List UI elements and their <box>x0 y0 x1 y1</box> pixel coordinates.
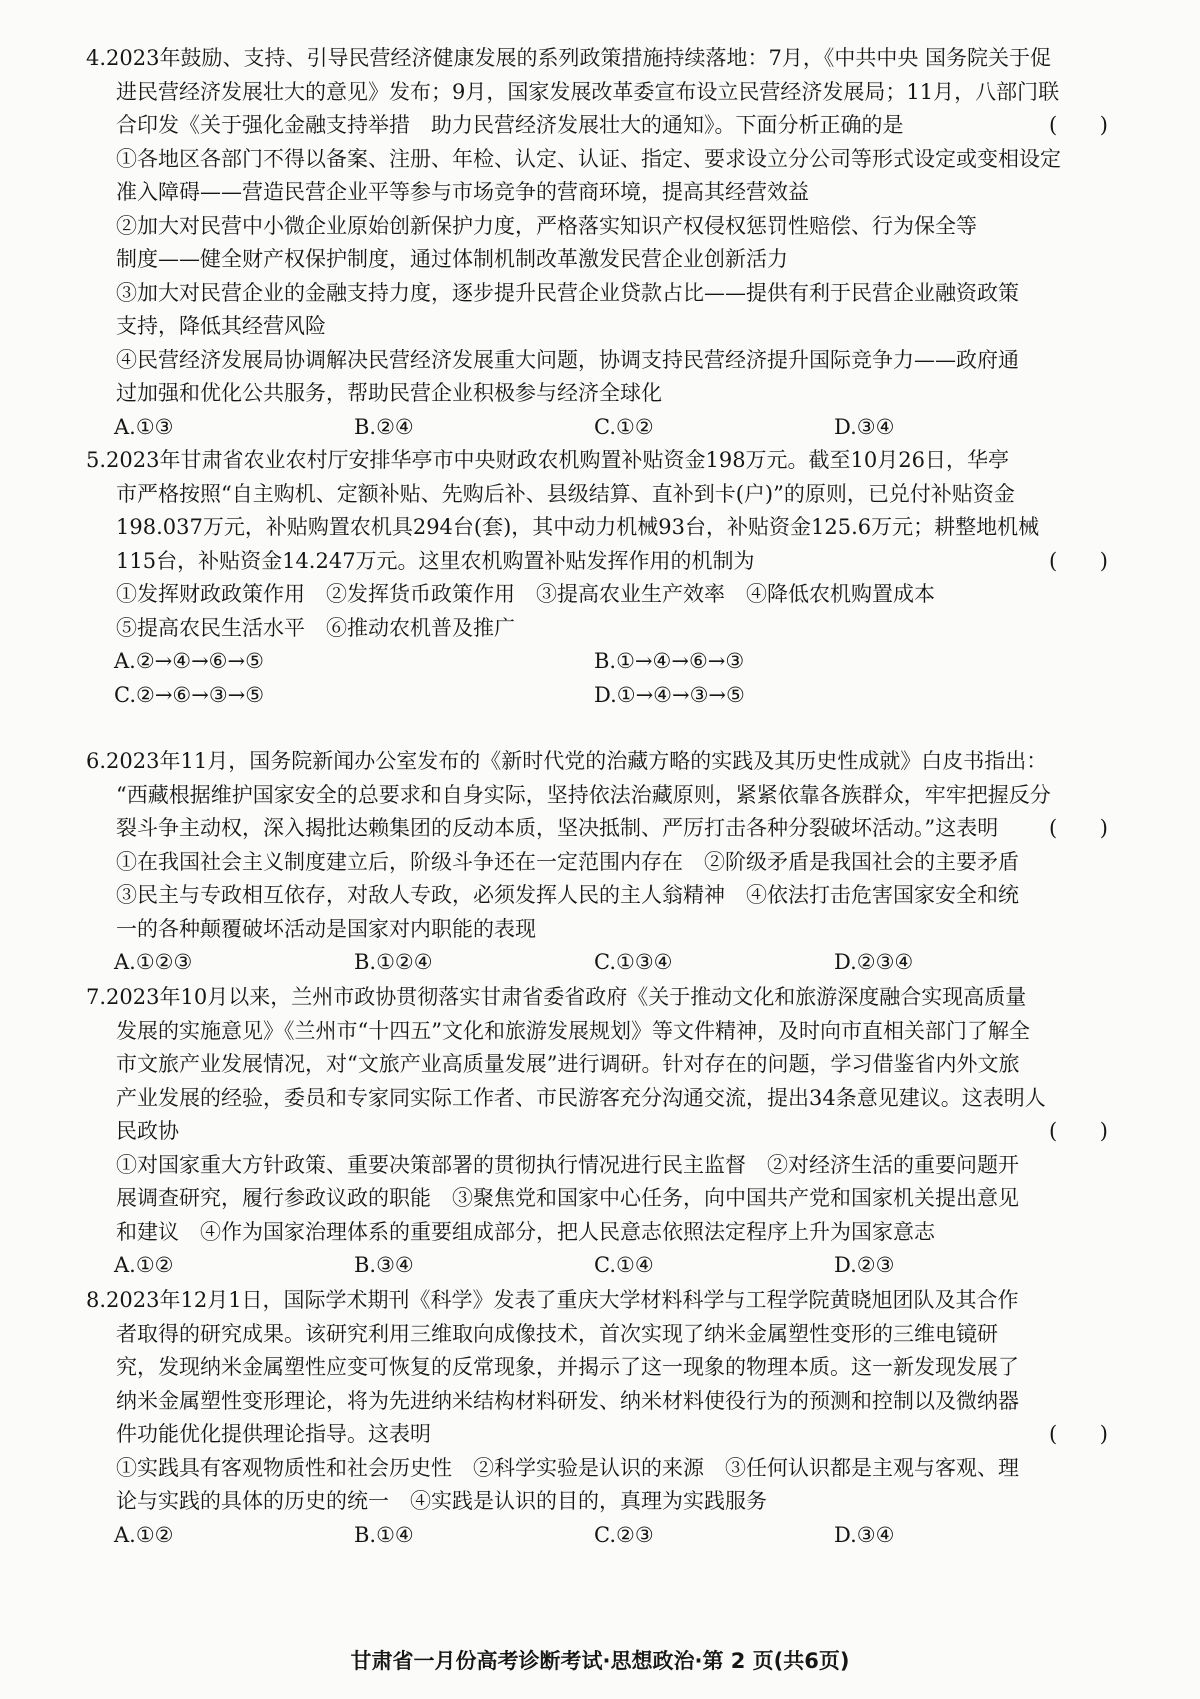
q7-option-b[interactable]: B.③④ <box>354 1253 414 1277</box>
q7-statements-3: 和建议 ④作为国家治理体系的重要组成部分，把人民意志依照法定程序上升为国家意志 <box>116 1219 935 1244</box>
q4-answer-bracket: ( ) <box>1048 113 1126 137</box>
q6-stem-line-2: “西藏根据维护国家安全的总要求和自身实际，坚持依法治藏原则，紧紧依靠各族群众，牢牢把握反分 <box>116 782 1051 807</box>
question-8 <box>86 1284 1126 1552</box>
question-7 <box>86 981 1126 1283</box>
question-6 <box>86 745 1126 980</box>
q8-answer-bracket: ( ) <box>1048 1422 1126 1446</box>
q5-stem-text-4: 115台，补贴资金14.247万元。这里农机购置补贴发挥作用的机制为 <box>116 548 755 573</box>
q8-option-b[interactable]: B.①④ <box>354 1522 414 1547</box>
q8-stem-line-3: 究，发现纳米金属塑性应变可恢复的反常现象，并揭示了这一现象的物理本质。这一新发现发展了 <box>116 1355 1019 1379</box>
q6-stem-text-3: 裂斗争主动权，深入揭批达赖集团的反动本质，坚决抵制、严厉打击各种分裂破坏活动。”这表明 <box>116 816 999 840</box>
q7-statements-2: 展调查研究，履行参政议政的职能 ③聚焦党和国家中心任务，向中国共产党和国家机关提出意见 <box>116 1186 1019 1210</box>
q4-statement-4b: 过加强和优化公共服务，帮助民营企业积极参与经济全球化 <box>116 381 662 405</box>
q6-option-c[interactable]: C.①③④ <box>594 950 673 974</box>
q5-answer-bracket: ( ) <box>1048 548 1126 573</box>
q4-statement-2a: ②加大对民营中小微企业原始创新保护力度，严格落实知识产权侵权惩罚性赔偿、行为保全等 <box>116 213 977 238</box>
q7-stem-text-5: 民政协 <box>116 1119 179 1143</box>
q8-stem-line-2: 者取得的研究成果。该研究利用三维取向成像技术，首次实现了纳米金属塑性变形的三维电镜研 <box>116 1321 998 1346</box>
q7-stem-line-1: 7.2023年10月以来，兰州市政协贯彻落实甘肃省委省政府《关于推动文化和旅游深度融合实现高质量 <box>86 985 1027 1009</box>
q6-stem-line-3 <box>86 812 1126 846</box>
q4-statement-1b: 准入障碍——营造民营企业平等参与市场竞争的营商环境，提高其经营效益 <box>116 180 809 204</box>
q6-statements-3: 一的各种颠覆破坏活动是国家对内职能的表现 <box>116 916 536 941</box>
q7-options <box>86 1249 1126 1283</box>
q4-statement-1a: ①各地区各部门不得以备案、注册、年检、认定、认证、指定、要求设立分公司等形式设定或变相设定 <box>116 146 1061 171</box>
q5-option-b[interactable]: B.①→④→⑥→③ <box>594 649 745 673</box>
q5-options-row-1 <box>86 645 1126 679</box>
q5-option-d[interactable]: D.①→④→③→⑤ <box>594 682 745 707</box>
q7-answer-bracket: ( ) <box>1048 1119 1126 1143</box>
q6-options <box>86 946 1126 980</box>
q5-statements-2: ⑤提高农民生活水平 ⑥推动农机普及推广 <box>116 615 515 640</box>
q7-statements-1: ①对国家重大方针政策、重要决策部署的贯彻执行情况进行民主监督 ②对经济生活的重要问题开 <box>116 1152 1019 1177</box>
q7-stem-line-4: 产业发展的经验，委员和专家同实际工作者、市民游客充分沟通交流，提出34条意见建议。这表明人 <box>116 1085 1046 1110</box>
q8-statements-1: ①实践具有客观物质性和社会历史性 ②科学实验是认识的来源 ③任何认识都是主观与客观、理 <box>116 1455 1019 1480</box>
q7-option-c[interactable]: C.①④ <box>594 1253 654 1277</box>
q7-option-d[interactable]: D.②③ <box>834 1253 895 1277</box>
q5-option-c[interactable]: C.②→⑥→③→⑤ <box>114 682 265 707</box>
q4-statement-4a: ④民营经济发展局协调解决民营经济发展重大问题，协调支持民营经济提升国际竞争力——政府通 <box>116 347 1019 372</box>
q4-statement-2b: 制度——健全财产权保护制度，通过体制机制改革激发民营企业创新活力 <box>116 247 788 271</box>
q4-stem-line-1: 4.2023年鼓励、支持、引导民营经济健康发展的系列政策措施持续落地：7月，《中共中央 国务院关于促 <box>86 46 1052 70</box>
question-5 <box>86 444 1126 712</box>
q4-statement-3b: 支持，降低其经营风险 <box>116 314 326 338</box>
q5-stem-line-3: 198.037万元，补贴购置农机具294台(套)，其中动力机械93台，补贴资金125.6万元；耕整地机械 <box>116 515 1040 539</box>
q4-stem-line-3 <box>86 109 1126 143</box>
q4-statement-3a: ③加大对民营企业的金融支持力度，逐步提升民营企业贷款占比——提供有利于民营企业融资政策 <box>116 280 1019 305</box>
q6-statements-2: ③民主与专政相互依存，对敌人专政，必须发挥人民的主人翁精神 ④依法打击危害国家安全和统 <box>116 883 1019 907</box>
q7-stem-line-3: 市文旅产业发展情况，对“文旅产业高质量发展”进行调研。针对存在的问题，学习借鉴省内外文旅 <box>116 1052 1020 1076</box>
q5-stem-line-2: 市严格按照“自主购机、定额补贴、先购后补、县级结算、直补到卡(户)”的原则，已兑付补贴资金 <box>116 481 1015 506</box>
question-4 <box>86 42 1126 444</box>
q5-option-a[interactable]: A.②→④→⑥→⑤ <box>114 649 264 673</box>
q8-stem-text-5: 件功能优化提供理论指导。这表明 <box>116 1422 431 1446</box>
q4-options <box>86 411 1126 445</box>
q7-option-a[interactable]: A.①② <box>114 1253 174 1277</box>
q6-option-a[interactable]: A.①②③ <box>114 950 193 974</box>
q8-option-a[interactable]: A.①② <box>114 1522 174 1547</box>
q4-option-d[interactable]: D.③④ <box>834 414 895 439</box>
q8-option-d[interactable]: D.③④ <box>834 1522 895 1547</box>
q4-stem-text-3: 合印发《关于强化金融支持举措 助力民营经济发展壮大的通知》。下面分析正确的是 <box>116 113 904 137</box>
q5-options-row-2 <box>86 679 1126 713</box>
q4-option-b[interactable]: B.②④ <box>354 414 414 439</box>
q8-stem-line-4: 纳米金属塑性变形理论，将为先进纳米结构材料研发、纳米材料使役行为的预测和控制以及微纳器 <box>116 1388 1019 1413</box>
q4-stem-line-2: 进民营经济发展壮大的意见》发布；9月，国家发展改革委宣布设立民营经济发展局；11月，八部门联 <box>116 79 1060 104</box>
q5-stem-line-1: 5.2023年甘肃省农业农村厅安排华亭市中央财政农机购置补贴资金198万元。截至10月26日，华亭 <box>86 448 1010 472</box>
q4-option-c[interactable]: C.①② <box>594 414 654 439</box>
q8-stem-line-1: 8.2023年12月1日，国际学术期刊《科学》发表了重庆大学材料科学与工程学院黄晓旭团队及其合作 <box>86 1288 1019 1312</box>
q6-option-b[interactable]: B.①②④ <box>354 950 433 974</box>
q6-option-d[interactable]: D.②③④ <box>834 950 914 974</box>
q5-stem-line-4 <box>86 545 1126 579</box>
q6-statements-1: ①在我国社会主义制度建立后，阶级斗争还在一定范围内存在 ②阶级矛盾是我国社会的主要矛盾 <box>116 849 1019 874</box>
q7-stem-line-5 <box>86 1115 1126 1149</box>
q6-stem-line-1: 6.2023年11月，国务院新闻办公室发布的《新时代党的治藏方略的实践及其历史性成就》白皮书指出： <box>86 749 1048 773</box>
q8-option-c[interactable]: C.②③ <box>594 1522 654 1547</box>
q6-answer-bracket: ( ) <box>1048 816 1126 840</box>
page-footer: 甘肃省一月份高考诊断考试·思想政治·第 2 页(共6页) <box>350 1649 850 1673</box>
q8-options <box>86 1519 1126 1553</box>
q7-stem-line-2: 发展的实施意见》《兰州市“十四五”文化和旅游发展规划》等文件精神，及时向市直相关部门了解全 <box>116 1018 1030 1043</box>
q8-statements-2: 论与实践的具体的历史的统一 ④实践是认识的目的，真理为实践服务 <box>116 1489 767 1513</box>
q8-stem-line-5 <box>86 1418 1126 1452</box>
q5-statements-1: ①发挥财政政策作用 ②发挥货币政策作用 ③提高农业生产效率 ④降低农机购置成本 <box>116 582 935 606</box>
q4-option-a[interactable]: A.①③ <box>114 414 174 439</box>
